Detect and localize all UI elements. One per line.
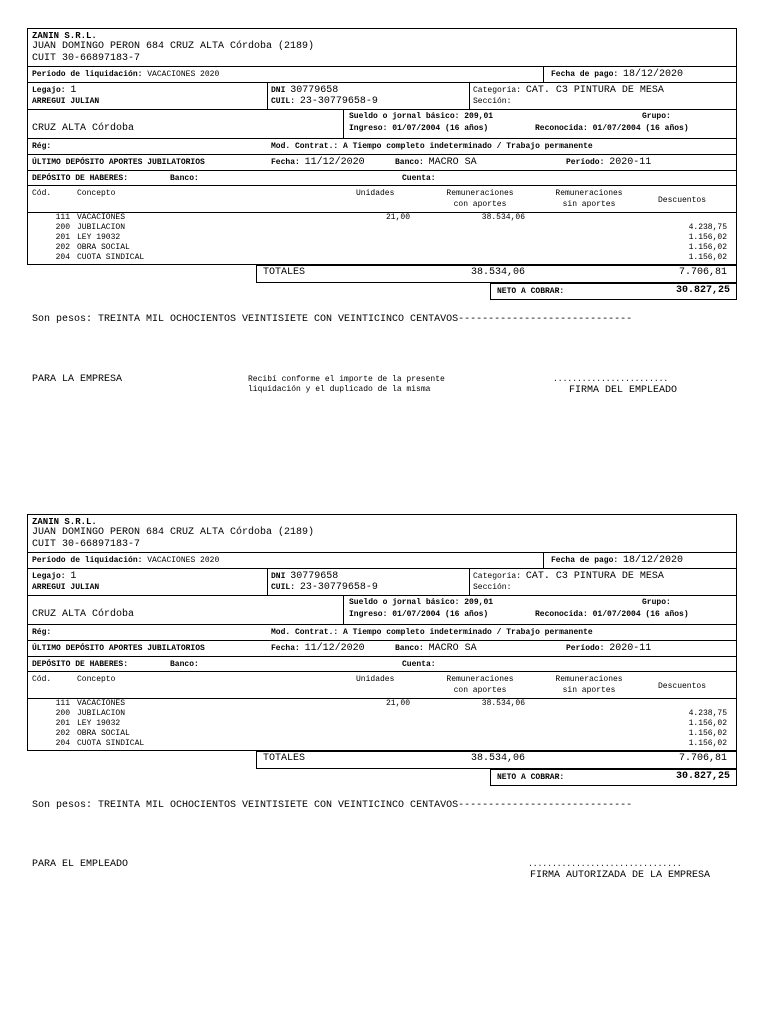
reconocida: Reconocida: 01/07/2004 (16 años) — [535, 610, 689, 619]
col-unidades: Unidades — [356, 675, 395, 684]
employee-name: ARREGUI JULIAN — [32, 97, 100, 106]
cuil: CUIL: 23-30779658-9 — [271, 96, 378, 107]
dni: DNI 30779658 — [271, 571, 339, 582]
footer-left: PARA LA EMPRESA — [32, 374, 123, 385]
col-rem-con-2: con aportes — [453, 686, 507, 695]
signature-label: FIRMA AUTORIZADA DE LA EMPRESA — [530, 870, 711, 881]
period: Período de liquidación: VACACIONES 2020 — [32, 556, 220, 565]
totals-label: TOTALES — [263, 753, 306, 764]
totals-desc: 7.706,81 — [678, 753, 727, 764]
row-concept: VACACIONES — [77, 699, 126, 708]
location: CRUZ ALTA Córdoba — [32, 609, 135, 620]
receipt-line-2: liquidación y el duplicado de la misma — [248, 385, 431, 394]
deposit-fecha: Fecha: 11/12/2020 — [271, 157, 365, 168]
company-cuit: CUIT 30-66897183-7 — [32, 539, 141, 550]
row-concept: CUOTA SINDICAL — [77, 253, 145, 262]
signature-dots: ................................ — [528, 860, 682, 869]
reg: Rég: — [32, 142, 52, 151]
legajo: Legajo: 1 — [32, 85, 77, 96]
categoria: Categoría: CAT. C3 PINTURA DE MESA — [473, 85, 664, 96]
row-concept: JUBILACION — [77, 709, 126, 718]
row-concept: VACACIONES — [77, 213, 126, 222]
row-concept: OBRA SOCIAL — [77, 729, 130, 738]
totals-rem-con: 38.534,06 — [470, 267, 525, 278]
deposit-banco: Banco: MACRO SA — [395, 643, 477, 654]
deposit-periodo: Período: 2020-11 — [566, 643, 652, 654]
row-desc: 1.156,02 — [688, 729, 727, 738]
totals-label: TOTALES — [263, 267, 306, 278]
deposit-periodo: Período: 2020-11 — [566, 157, 652, 168]
company-address: JUAN DOMINGO PERON 684 CRUZ ALTA Córdoba (2189) — [32, 527, 315, 538]
employee-name: ARREGUI JULIAN — [32, 583, 100, 592]
haberes-cuenta: Cuenta: — [402, 660, 436, 669]
categoria: Categoría: CAT. C3 PINTURA DE MESA — [473, 571, 664, 582]
col-concepto: Concepto — [77, 675, 116, 684]
row-desc: 1.156,02 — [688, 253, 727, 262]
payslip-employee-copy — [0, 486, 768, 972]
signature-label: FIRMA DEL EMPLEADO — [569, 385, 678, 396]
col-rem-sin-2: sin aportes — [562, 686, 616, 695]
son-pesos: Son pesos: TREINTA MIL OCHOCIENTOS VEINTISIETE CON VEINTICINCO CENTAVOS----------------------------- — [32, 314, 633, 325]
col-cod: Cód. — [32, 189, 52, 198]
contract: Mod. Contrat.: A Tiempo completo indeterminado / Trabajo permanente — [271, 142, 593, 151]
haberes-label: DEPÓSITO DE HABERES: — [32, 174, 129, 183]
location: CRUZ ALTA Córdoba — [32, 123, 135, 134]
payslip-company-copy — [0, 0, 768, 486]
receipt-line-1: Recibí conforme el importe de la presente — [248, 375, 445, 384]
seccion: Sección: — [473, 583, 512, 592]
company-name: ZANIN S.R.L. — [32, 517, 97, 527]
neto-label: NETO A COBRAR: — [497, 773, 565, 782]
col-rem-con-1: Remuneraciones — [446, 675, 514, 684]
col-descuentos: Descuentos — [658, 196, 707, 205]
row-concept: LEY 19032 — [77, 719, 121, 728]
deposit-banco: Banco: MACRO SA — [395, 157, 477, 168]
col-descuentos: Descuentos — [658, 682, 707, 691]
col-unidades: Unidades — [356, 189, 395, 198]
col-concepto: Concepto — [77, 189, 116, 198]
row-desc: 4.238,75 — [688, 709, 727, 718]
footer-left: PARA EL EMPLEADO — [32, 859, 129, 870]
row-rem-con: 38.534,06 — [481, 699, 525, 708]
row-code: 201 — [55, 719, 70, 728]
ingreso: Ingreso: 01/07/2004 (16 años) — [349, 610, 489, 619]
haberes-cuenta: Cuenta: — [402, 174, 436, 183]
row-rem-con: 38.534,06 — [481, 213, 525, 222]
col-rem-sin-1: Remuneraciones — [555, 675, 623, 684]
col-cod: Cód. — [32, 675, 52, 684]
col-rem-con-2: con aportes — [453, 200, 507, 209]
reconocida: Reconocida: 01/07/2004 (16 años) — [535, 124, 689, 133]
totals-desc: 7.706,81 — [678, 267, 727, 278]
row-code: 204 — [55, 739, 70, 748]
grupo: Grupo: — [642, 598, 671, 607]
row-desc: 4.238,75 — [688, 223, 727, 232]
deposit-label: ÚLTIMO DEPÓSITO APORTES JUBILATORIOS — [32, 158, 205, 167]
row-code: 200 — [55, 709, 70, 718]
contract: Mod. Contrat.: A Tiempo completo indeterminado / Trabajo permanente — [271, 628, 593, 637]
son-pesos: Son pesos: TREINTA MIL OCHOCIENTOS VEINTISIETE CON VEINTICINCO CENTAVOS----------------------------- — [32, 800, 633, 811]
row-code: 201 — [55, 233, 70, 242]
row-desc: 1.156,02 — [688, 243, 727, 252]
neto-value: 30.827,25 — [675, 285, 730, 296]
grupo: Grupo: — [642, 112, 671, 121]
totals-rem-con: 38.534,06 — [470, 753, 525, 764]
row-code: 111 — [55, 213, 70, 222]
row-units: 21,00 — [385, 699, 410, 708]
row-desc: 1.156,02 — [688, 739, 727, 748]
reg: Rég: — [32, 628, 52, 637]
cuil: CUIL: 23-30779658-9 — [271, 582, 378, 593]
col-rem-con-1: Remuneraciones — [446, 189, 514, 198]
deposit-fecha: Fecha: 11/12/2020 — [271, 643, 365, 654]
row-desc: 1.156,02 — [688, 719, 727, 728]
period: Período de liquidación: VACACIONES 2020 — [32, 70, 220, 79]
seccion: Sección: — [473, 97, 512, 106]
sueldo: Sueldo o jornal básico: 209,01 — [349, 112, 494, 121]
company-cuit: CUIT 30-66897183-7 — [32, 53, 141, 64]
row-code: 202 — [55, 243, 70, 252]
row-units: 21,00 — [385, 213, 410, 222]
row-code: 200 — [55, 223, 70, 232]
legajo: Legajo: 1 — [32, 571, 77, 582]
row-code: 111 — [55, 699, 70, 708]
row-concept: OBRA SOCIAL — [77, 243, 130, 252]
col-rem-sin-2: sin aportes — [562, 200, 616, 209]
sueldo: Sueldo o jornal básico: 209,01 — [349, 598, 494, 607]
row-concept: CUOTA SINDICAL — [77, 739, 145, 748]
signature-dots: ........................ — [553, 375, 669, 384]
col-rem-sin-1: Remuneraciones — [555, 189, 623, 198]
payment-date: Fecha de pago: 18/12/2020 — [551, 69, 684, 80]
haberes-banco: Banco: — [170, 174, 199, 183]
dni: DNI 30779658 — [271, 85, 339, 96]
row-concept: LEY 19032 — [77, 233, 121, 242]
payment-date: Fecha de pago: 18/12/2020 — [551, 555, 684, 566]
neto-label: NETO A COBRAR: — [497, 287, 565, 296]
company-name: ZANIN S.R.L. — [32, 31, 97, 41]
haberes-label: DEPÓSITO DE HABERES: — [32, 660, 129, 669]
row-code: 204 — [55, 253, 70, 262]
deposit-label: ÚLTIMO DEPÓSITO APORTES JUBILATORIOS — [32, 644, 205, 653]
neto-value: 30.827,25 — [675, 771, 730, 782]
row-concept: JUBILACION — [77, 223, 126, 232]
company-address: JUAN DOMINGO PERON 684 CRUZ ALTA Córdoba (2189) — [32, 41, 315, 52]
row-code: 202 — [55, 729, 70, 738]
haberes-banco: Banco: — [170, 660, 199, 669]
ingreso: Ingreso: 01/07/2004 (16 años) — [349, 124, 489, 133]
row-desc: 1.156,02 — [688, 233, 727, 242]
